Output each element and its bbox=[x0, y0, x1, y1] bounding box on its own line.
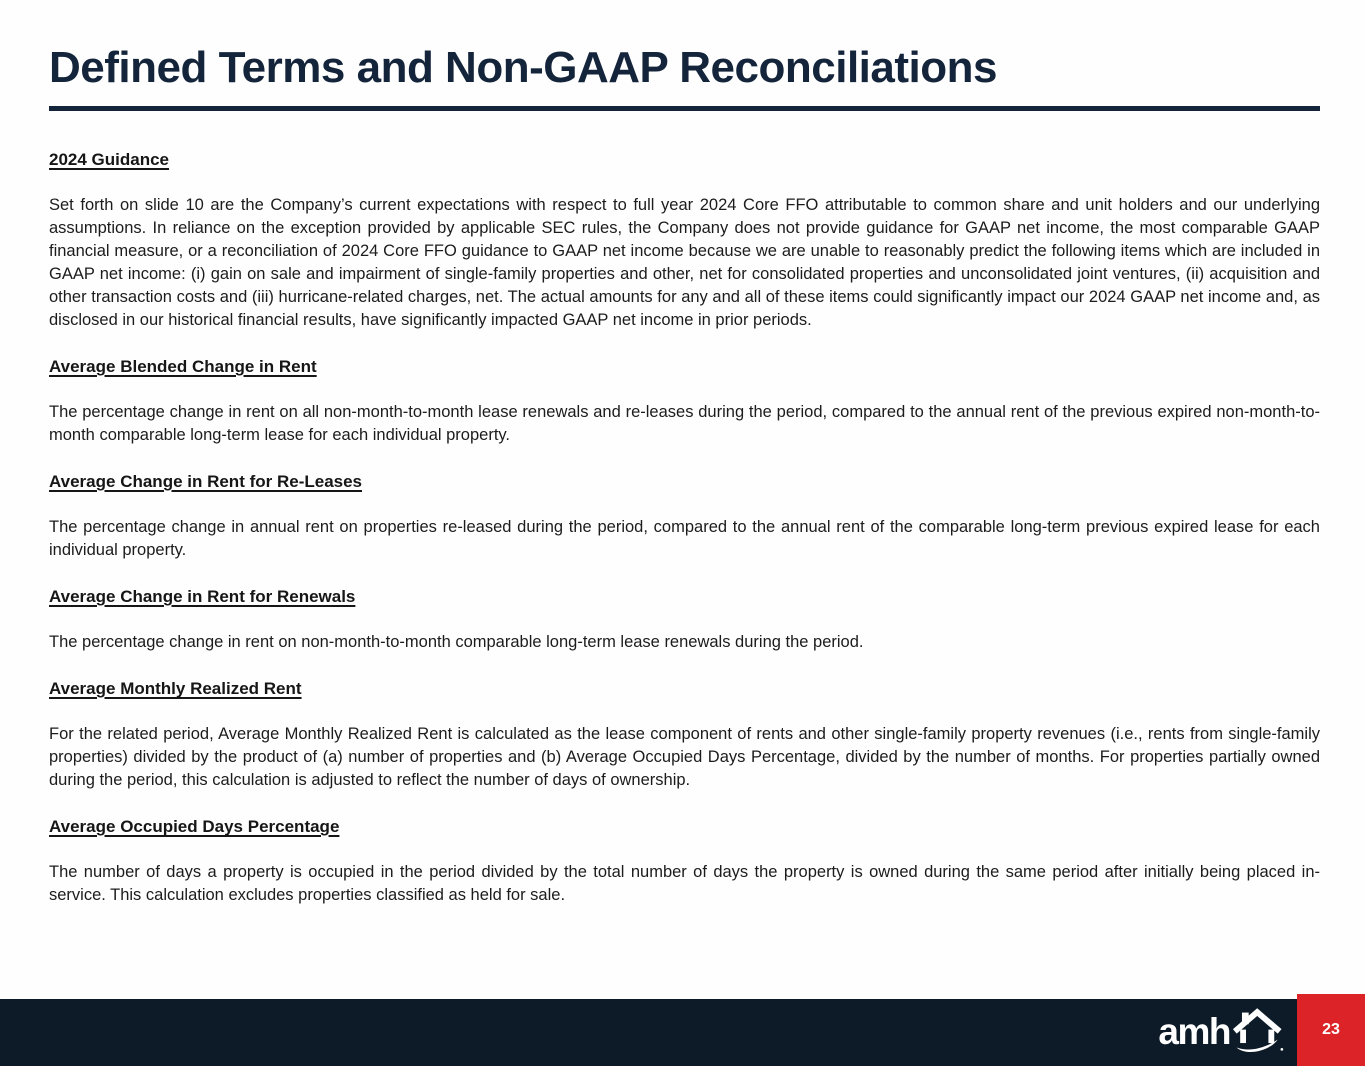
page-number-badge bbox=[1297, 994, 1365, 1066]
section-body: For the related period, Average Monthly Realized Rent is calculated as the lease component of rents and other single-family property revenues (i.e., rents from single-family properties) divided by the product of (a) number of properties and (b) Average Occupied Days Percentage, divided by the number of months. For properties partially owned during the period, this calculation is adjusted to reflect the number of days of ownership. bbox=[49, 725, 1320, 790]
section-heading: Average Blended Change in Rent bbox=[49, 357, 317, 377]
page-title: Defined Terms and Non-GAAP Reconciliations bbox=[49, 43, 997, 92]
amh-logo bbox=[1158, 1008, 1285, 1057]
section-body: The percentage change in rent on all non-month-to-month lease renewals and re-leases during the period, compared to the annual rent of the previous expired non-month-to-month comparable long-term lease for each individual property. bbox=[49, 403, 1320, 445]
section-average-change-in-rent-for-renewals bbox=[49, 585, 1320, 654]
footer-bar bbox=[0, 999, 1365, 1066]
trademark-dot bbox=[1281, 1048, 1284, 1051]
section-body: The percentage change in rent on non-month-to-month comparable long-term lease renewals during the period. bbox=[49, 633, 864, 652]
amh-logo-text: amh bbox=[1158, 1011, 1230, 1052]
page-number: 23 bbox=[1322, 1021, 1340, 1038]
section-average-monthly-realized-rent bbox=[49, 677, 1320, 792]
amh-house-icon bbox=[1233, 1006, 1285, 1055]
section-heading: Average Monthly Realized Rent bbox=[49, 679, 302, 699]
section-heading: Average Change in Rent for Re-Leases bbox=[49, 472, 363, 492]
section-average-change-in-rent-for-re-leases bbox=[49, 470, 1320, 562]
left-wall-shape bbox=[1240, 1030, 1246, 1043]
section-heading: Average Change in Rent for Renewals bbox=[49, 587, 356, 607]
slide-content bbox=[0, 42, 1365, 907]
section-body: The number of days a property is occupied in the period divided by the total number of days the property is owned during the same period after initially being placed in-service. This calculation excludes properties classified as held for sale. bbox=[49, 863, 1320, 905]
section-body: Set forth on slide 10 are the Company’s current expectations with respect to full year 2024 Core FFO attributable to common share and unit holders and our underlying assumptions. In reliance on the exception provided by applicable SEC rules, the Company does not provide guidance for GAAP net income, the most comparable GAAP financial measure, or a reconciliation of 2024 Core FFO guidance to GAAP net income because we are unable to reasonably predict the following items which are included in GAAP net income: (i) gain on sale and impairment of single-family properties and other, net for consolidated properties and unconsolidated joint ventures, (ii) acquisition and other transaction costs and (iii) hurricane-related charges, net. The actual amounts for any and all of these items could significantly impact our 2024 GAAP net income and, as disclosed in our historical financial results, have significantly impacted GAAP net income in prior periods. bbox=[49, 196, 1320, 330]
section-average-occupied-days-percentage bbox=[49, 815, 1320, 907]
section-heading: 2024 Guidance bbox=[49, 150, 170, 170]
title-underline-rule bbox=[49, 106, 1320, 111]
right-wall-shape bbox=[1268, 1030, 1274, 1043]
chimney-shape bbox=[1242, 1013, 1249, 1025]
section-heading: Average Occupied Days Percentage bbox=[49, 817, 340, 837]
section-body: The percentage change in annual rent on properties re-leased during the period, compared to the annual rent of the comparable long-term previous expired lease for each individual property. bbox=[49, 518, 1320, 560]
section-average-blended-change-in-rent bbox=[49, 355, 1320, 447]
section-2024-guidance bbox=[49, 148, 1320, 332]
slide bbox=[0, 42, 1365, 1066]
